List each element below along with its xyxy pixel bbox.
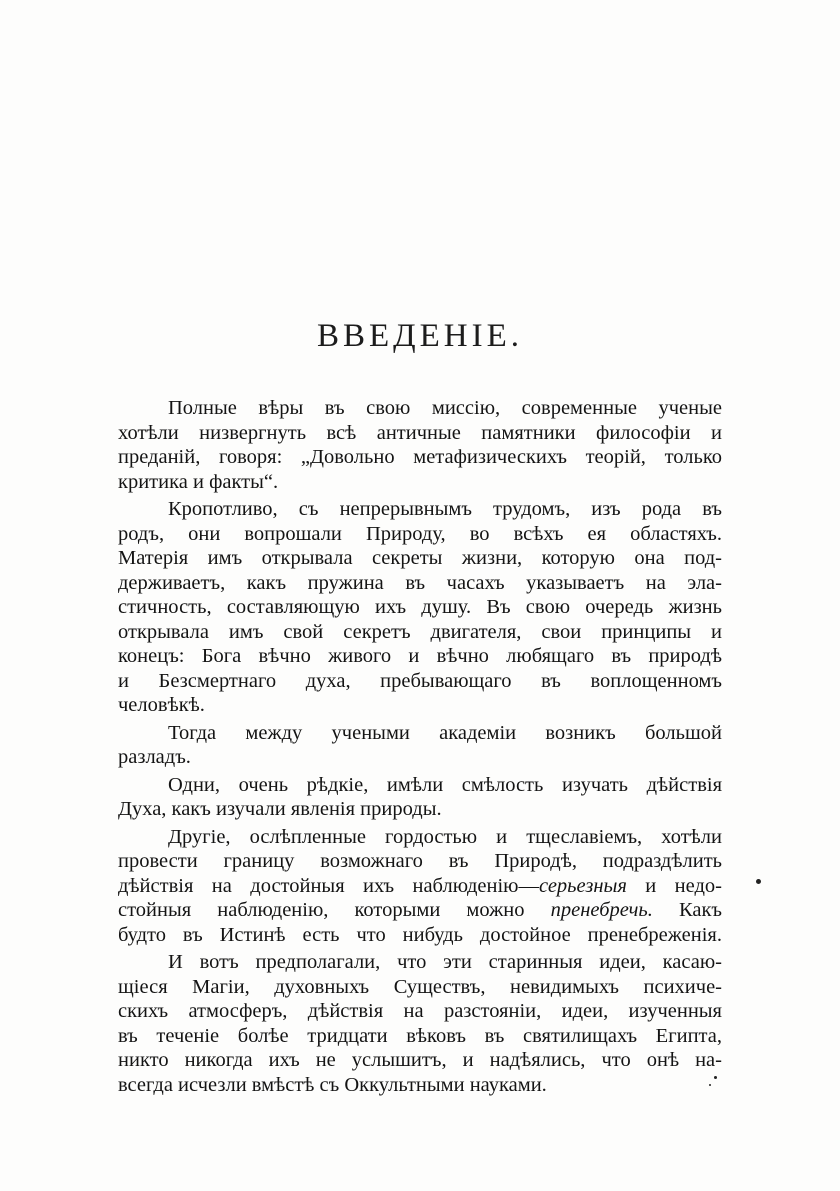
text-line: открывала имъ свой секретъ двигателя, свои принципы и xyxy=(118,620,722,643)
text-line: держиваетъ, какъ пружина въ часахъ указываетъ на эла- xyxy=(118,571,722,594)
text-line xyxy=(118,874,722,899)
text-segment: и недо- xyxy=(626,874,722,897)
paragraph xyxy=(118,721,722,770)
text-line: щіеся Магіи, духовныхъ Существъ, невидимыхъ психиче- xyxy=(118,975,722,998)
text-line: И вотъ предполагали, что эти старинныя идеи, касаю- xyxy=(168,951,722,973)
text-line: критика и факты“. xyxy=(118,470,279,493)
text-line: хотѣли низвергнуть всѣ античные памятники философіи и xyxy=(118,421,722,444)
text-line: провести границу возможнаго въ Природѣ, подраздѣлить xyxy=(118,850,722,872)
text-line: стичность, составляющую ихъ душу. Въ свою очередь жизнь xyxy=(118,596,722,618)
paragraph xyxy=(118,497,722,718)
text-line: конецъ: Бога вѣчно живого и вѣчно любящаго въ природѣ xyxy=(118,645,722,667)
text-line: Духа, какъ изучали явленія природы. xyxy=(118,798,442,820)
text-line: Матерія имъ открывала секреты жизни, которую она под- xyxy=(118,547,722,569)
text-line: въ теченіе болѣе тридцати вѣковъ въ святилищахъ Египта, xyxy=(118,1024,722,1047)
text-line: Полные вѣры въ свою миссію, современные ученые xyxy=(168,397,722,419)
ink-speck xyxy=(756,879,761,884)
paragraph xyxy=(118,396,722,494)
ink-speck xyxy=(709,1084,711,1086)
text-line: Другіе, ослѣпленные гордостью и тщеславіемъ, хотѣли xyxy=(168,825,722,848)
italic-word: пренебречь. xyxy=(550,899,653,921)
paragraph xyxy=(118,825,722,948)
text-line: будто въ Истинѣ есть что нибудь достойное пренебреженія. xyxy=(118,923,722,946)
chapter-title: ВВЕДЕНІЕ. xyxy=(316,318,524,354)
text-line: и Безсмертнаго духа, пребывающаго въ воплощенномъ xyxy=(118,669,722,692)
text-line: скихъ атмосферъ, дѣйствія на разстояніи, идеи, изученныя xyxy=(118,1000,722,1022)
text-line: родъ, они вопрошали Природу, во всѣхъ ея областяхъ. xyxy=(118,522,722,545)
italic-word: серьезныя xyxy=(538,874,627,897)
text-line: Одни, очень рѣдкіе, имѣли смѣлость изучать дѣйствія xyxy=(168,773,722,796)
text-segment: Какъ xyxy=(652,899,722,921)
body-text xyxy=(118,396,722,1097)
text-segment: дѣйствія на достойныя ихъ наблюденію— xyxy=(118,874,539,897)
paragraph xyxy=(118,773,722,822)
text-line: человѣкѣ. xyxy=(118,694,205,716)
text-segment: стойныя наблюденію, которыми можно xyxy=(118,899,551,921)
text-line: Кропотливо, съ непрерывнымъ трудомъ, изъ рода въ xyxy=(168,498,722,520)
ink-speck xyxy=(714,1076,717,1079)
text-line: разладъ. xyxy=(118,746,191,768)
text-line: Тогда между учеными академіи возникъ большой xyxy=(168,721,722,744)
text-line xyxy=(118,898,722,923)
text-line: никто никогда ихъ не услышитъ, и надѣялись, что онѣ на- xyxy=(118,1049,722,1071)
text-line: преданій, говоря: „Довольно метафизическихъ теорій, только xyxy=(118,446,722,468)
paragraph xyxy=(118,950,722,1097)
text-line: всегда исчезли вмѣстѣ съ Оккультными науками. xyxy=(118,1073,547,1096)
